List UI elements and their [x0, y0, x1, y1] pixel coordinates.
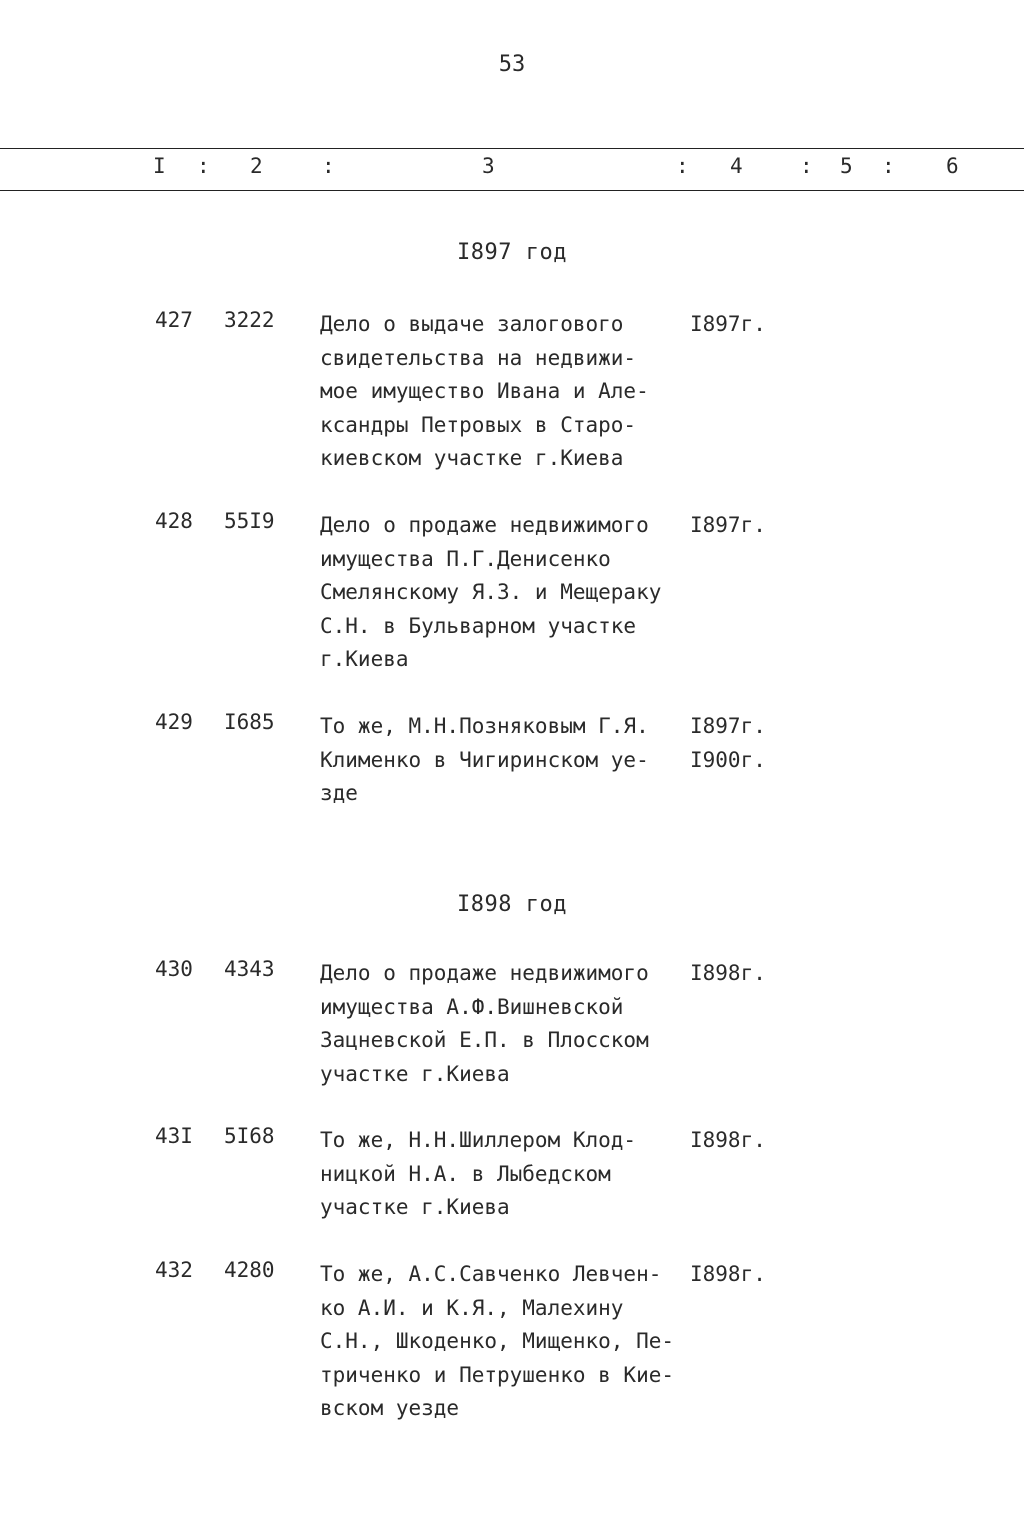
description-line: Дело о продаже недвижимого: [320, 513, 649, 537]
entry-number: 428: [155, 509, 193, 533]
archive-number: I685: [224, 710, 275, 734]
column-separator: :: [676, 154, 689, 178]
description-line: ко А.И. и К.Я., Малехину: [320, 1295, 624, 1320]
column-separator: :: [197, 154, 210, 178]
date-value: I900г.: [690, 747, 766, 772]
description-line: Смелянскому Я.З. и Мещераку: [320, 580, 662, 604]
date-value: I898г.: [690, 961, 766, 985]
entry-number: 43I: [155, 1124, 193, 1148]
description-line: имущества П.Г.Денисенко: [320, 546, 611, 571]
description-line: Зацневской Е.П. в Плосском: [320, 1028, 649, 1052]
date-value: I898г.: [690, 1262, 766, 1286]
year-heading: I897 год: [457, 240, 567, 265]
entry-number: 432: [155, 1258, 193, 1282]
entry-number: 427: [155, 308, 193, 332]
archive-number: 4343: [224, 957, 275, 981]
description-line: То же, Н.Н.Шиллером Клод-: [320, 1128, 637, 1152]
date-value: I898г.: [690, 1128, 766, 1152]
description-line: То же, А.С.Савченко Левчен-: [320, 1262, 662, 1286]
archive-number: 3222: [224, 308, 275, 332]
entry-description: [320, 509, 720, 677]
description-line: С.Н. в Бульварном участке: [320, 613, 637, 638]
entry-number: 430: [155, 957, 193, 981]
description-line: г.Киева: [320, 647, 409, 671]
column-header-2: 2: [250, 154, 263, 178]
description-line: киевском участке г.Киева: [320, 446, 624, 470]
entry-dates: [690, 509, 766, 543]
column-separator: :: [882, 154, 895, 178]
page-number: 53: [498, 52, 526, 77]
date-value: I897г.: [690, 312, 766, 336]
description-line: вском уезде: [320, 1396, 460, 1420]
year-heading: I898 год: [457, 892, 567, 917]
column-header-4: 4: [730, 154, 743, 178]
entry-description: [320, 710, 720, 811]
column-header-5: 5: [840, 154, 853, 178]
column-header-1: I: [153, 154, 166, 178]
description-line: То же, М.Н.Позняковым Г.Я.: [320, 714, 649, 738]
header-rule-top: [0, 148, 1024, 149]
archive-number: 5I68: [224, 1124, 275, 1148]
entry-number: 429: [155, 710, 193, 734]
column-separator: :: [800, 154, 813, 178]
entry-dates: [690, 308, 766, 342]
column-header-6: 6: [946, 154, 959, 178]
archive-number: 4280: [224, 1258, 275, 1282]
column-header-3: 3: [482, 154, 495, 178]
description-line: Дело о выдаче залогового: [320, 312, 624, 336]
description-line: триченко и Петрушенко в Кие-: [320, 1362, 675, 1387]
entry-dates: [690, 1258, 766, 1292]
description-line: имущества А.Ф.Вишневской: [320, 994, 624, 1019]
description-line: Дело о продаже недвижимого: [320, 961, 649, 985]
date-value: I897г.: [690, 513, 766, 537]
description-line: ницкой Н.А. в Лыбедском: [320, 1161, 611, 1186]
entry-description: [320, 308, 720, 476]
description-line: зде: [320, 781, 358, 805]
archive-number: 55I9: [224, 509, 275, 533]
date-value: I897г.: [690, 714, 766, 738]
description-line: участке г.Киева: [320, 1061, 510, 1086]
entry-description: [320, 1258, 720, 1426]
description-line: участке г.Киева: [320, 1195, 510, 1219]
description-line: Клименко в Чигиринском уе-: [320, 747, 649, 772]
description-line: С.Н., Шкоденко, Мищенко, Пе-: [320, 1329, 675, 1353]
entry-description: [320, 957, 720, 1091]
header-rule-bottom: [0, 190, 1024, 191]
entry-dates: [690, 710, 766, 777]
column-separator: :: [322, 154, 335, 178]
description-line: ксандры Петровых в Старо-: [320, 412, 637, 437]
description-line: свидетельства на недвижи-: [320, 345, 637, 370]
entry-dates: [690, 1124, 766, 1158]
entry-dates: [690, 957, 766, 991]
description-line: мое имущество Ивана и Але-: [320, 379, 649, 403]
entry-description: [320, 1124, 720, 1225]
